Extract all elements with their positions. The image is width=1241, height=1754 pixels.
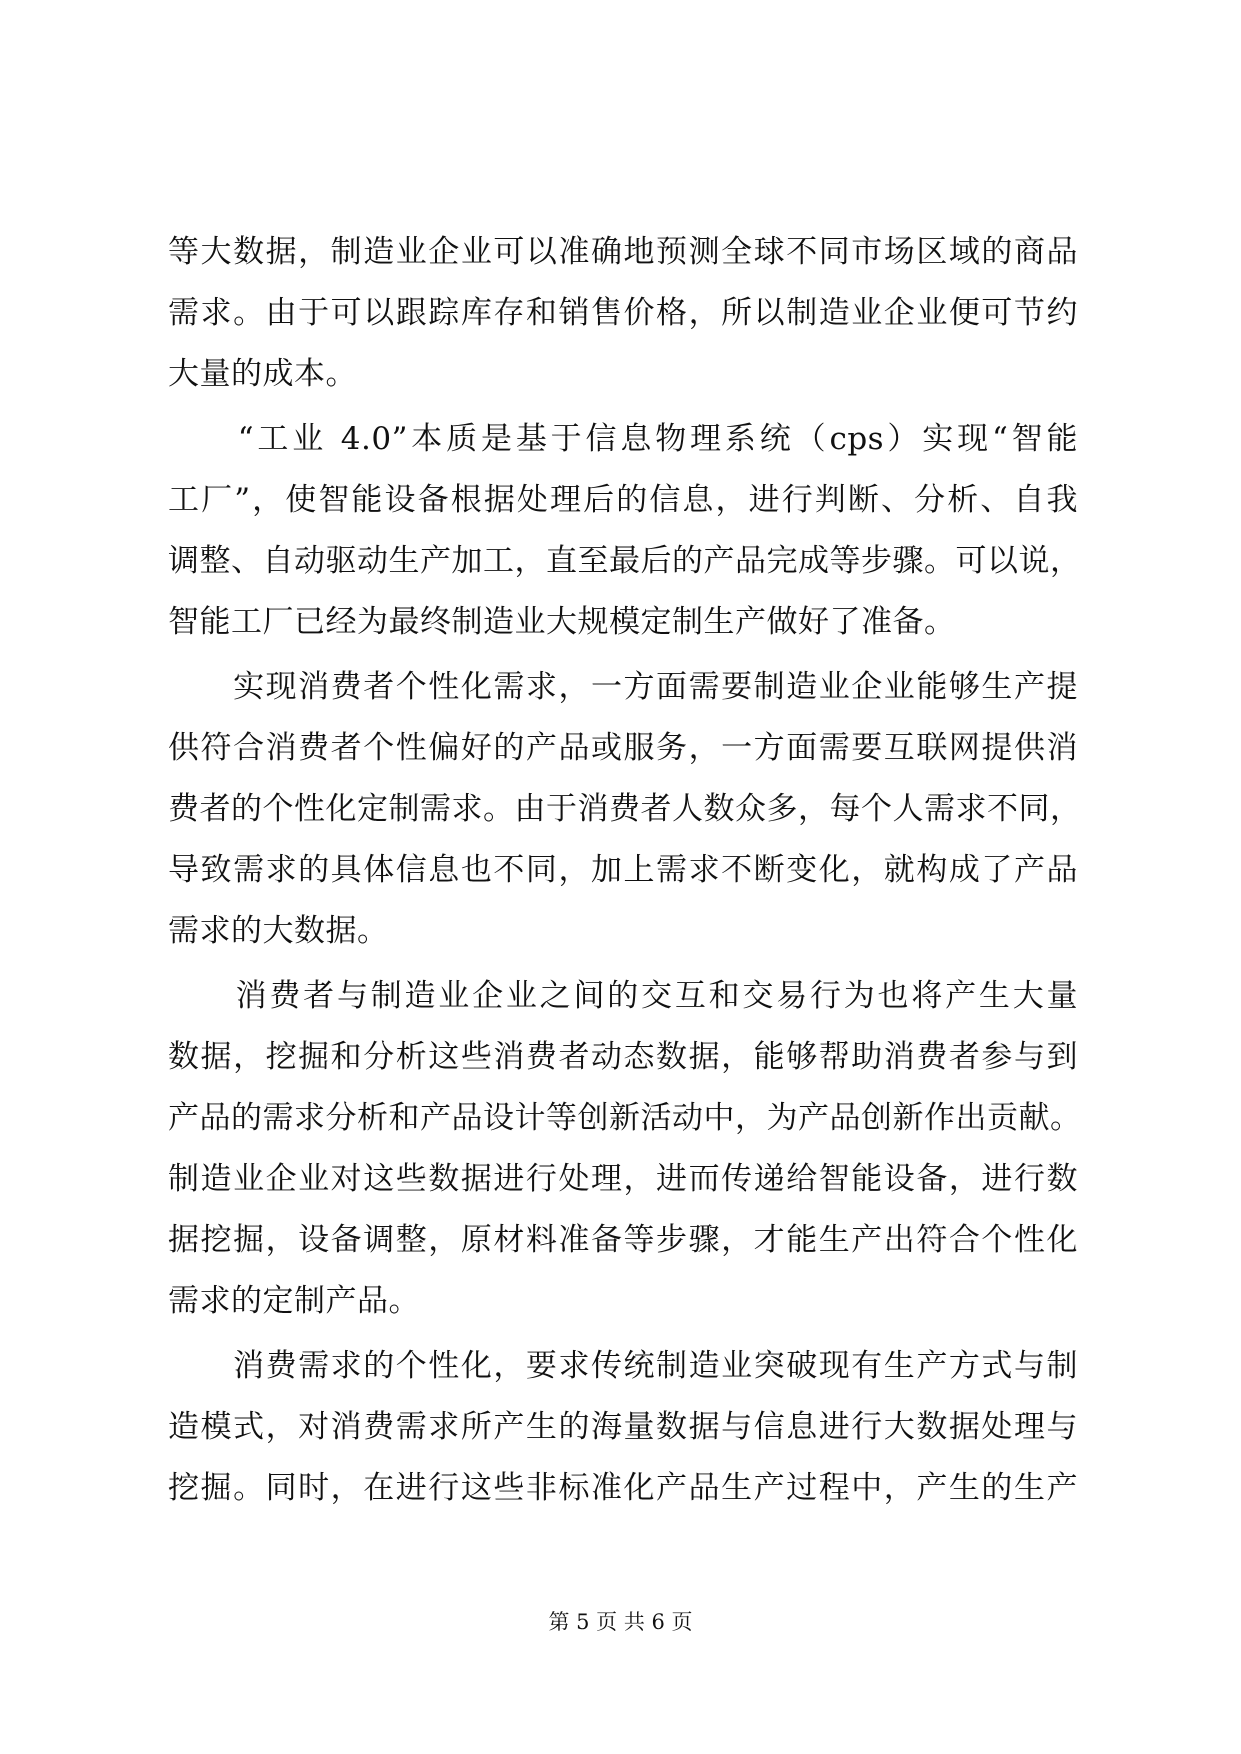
text-line: 需求的定制产品。 (168, 1283, 420, 1319)
text-line: “工业 4.0”本质是基于信息物理系统（cps）实现“智能 (168, 421, 1078, 457)
text-line: 调整、自动驱动生产加工，直至最后的产品完成等步骤。可以说， (168, 543, 1082, 579)
paragraph-2 (168, 409, 1082, 653)
text-line: 需求。由于可以跟踪库存和销售价格，所以制造业企业便可节约 (168, 295, 1078, 331)
text-line: 费者的个性化定制需求。由于消费者人数众多，每个人需求不同， (168, 791, 1082, 827)
text-line: 消费者与制造业企业之间的交互和交易行为也将产生大量 (168, 978, 1078, 1014)
text-line: 制造业企业对这些数据进行处理，进而传递给智能设备，进行数 (168, 1161, 1078, 1197)
paragraph-3 (168, 657, 1082, 962)
text-line: 消费需求的个性化，要求传统制造业突破现有生产方式与制 (168, 1348, 1078, 1384)
text-line: 智能工厂已经为最终制造业大规模定制生产做好了准备。 (168, 604, 956, 640)
document-body (168, 222, 1082, 1523)
text-line: 工厂”，使智能设备根据处理后的信息，进行判断、分析、自我 (168, 482, 1078, 518)
paragraph-1 (168, 222, 1078, 405)
text-line: 挖掘。同时，在进行这些非标准化产品生产过程中，产生的生产 (168, 1470, 1078, 1506)
paragraph-4 (168, 966, 1082, 1332)
text-line: 实现消费者个性化需求，一方面需要制造业企业能够生产提 (168, 669, 1078, 705)
page-number-footer: 第 5 页 共 6 页 (548, 1610, 693, 1634)
text-line: 据挖掘，设备调整，原材料准备等步骤，才能生产出符合个性化 (168, 1222, 1078, 1258)
text-line: 数据，挖掘和分析这些消费者动态数据，能够帮助消费者参与到 (168, 1039, 1078, 1075)
text-line: 造模式，对消费需求所产生的海量数据与信息进行大数据处理与 (168, 1409, 1078, 1445)
text-line: 需求的大数据。 (168, 913, 389, 949)
paragraph-5 (168, 1336, 1078, 1519)
text-line: 产品的需求分析和产品设计等创新活动中，为产品创新作出贡献。 (168, 1100, 1082, 1136)
text-line: 等大数据，制造业企业可以准确地预测全球不同市场区域的商品 (168, 234, 1078, 270)
text-line: 导致需求的具体信息也不同，加上需求不断变化，就构成了产品 (168, 852, 1078, 888)
text-line: 供符合消费者个性偏好的产品或服务，一方面需要互联网提供消 (168, 730, 1078, 766)
text-line: 大量的成本。 (168, 356, 357, 392)
